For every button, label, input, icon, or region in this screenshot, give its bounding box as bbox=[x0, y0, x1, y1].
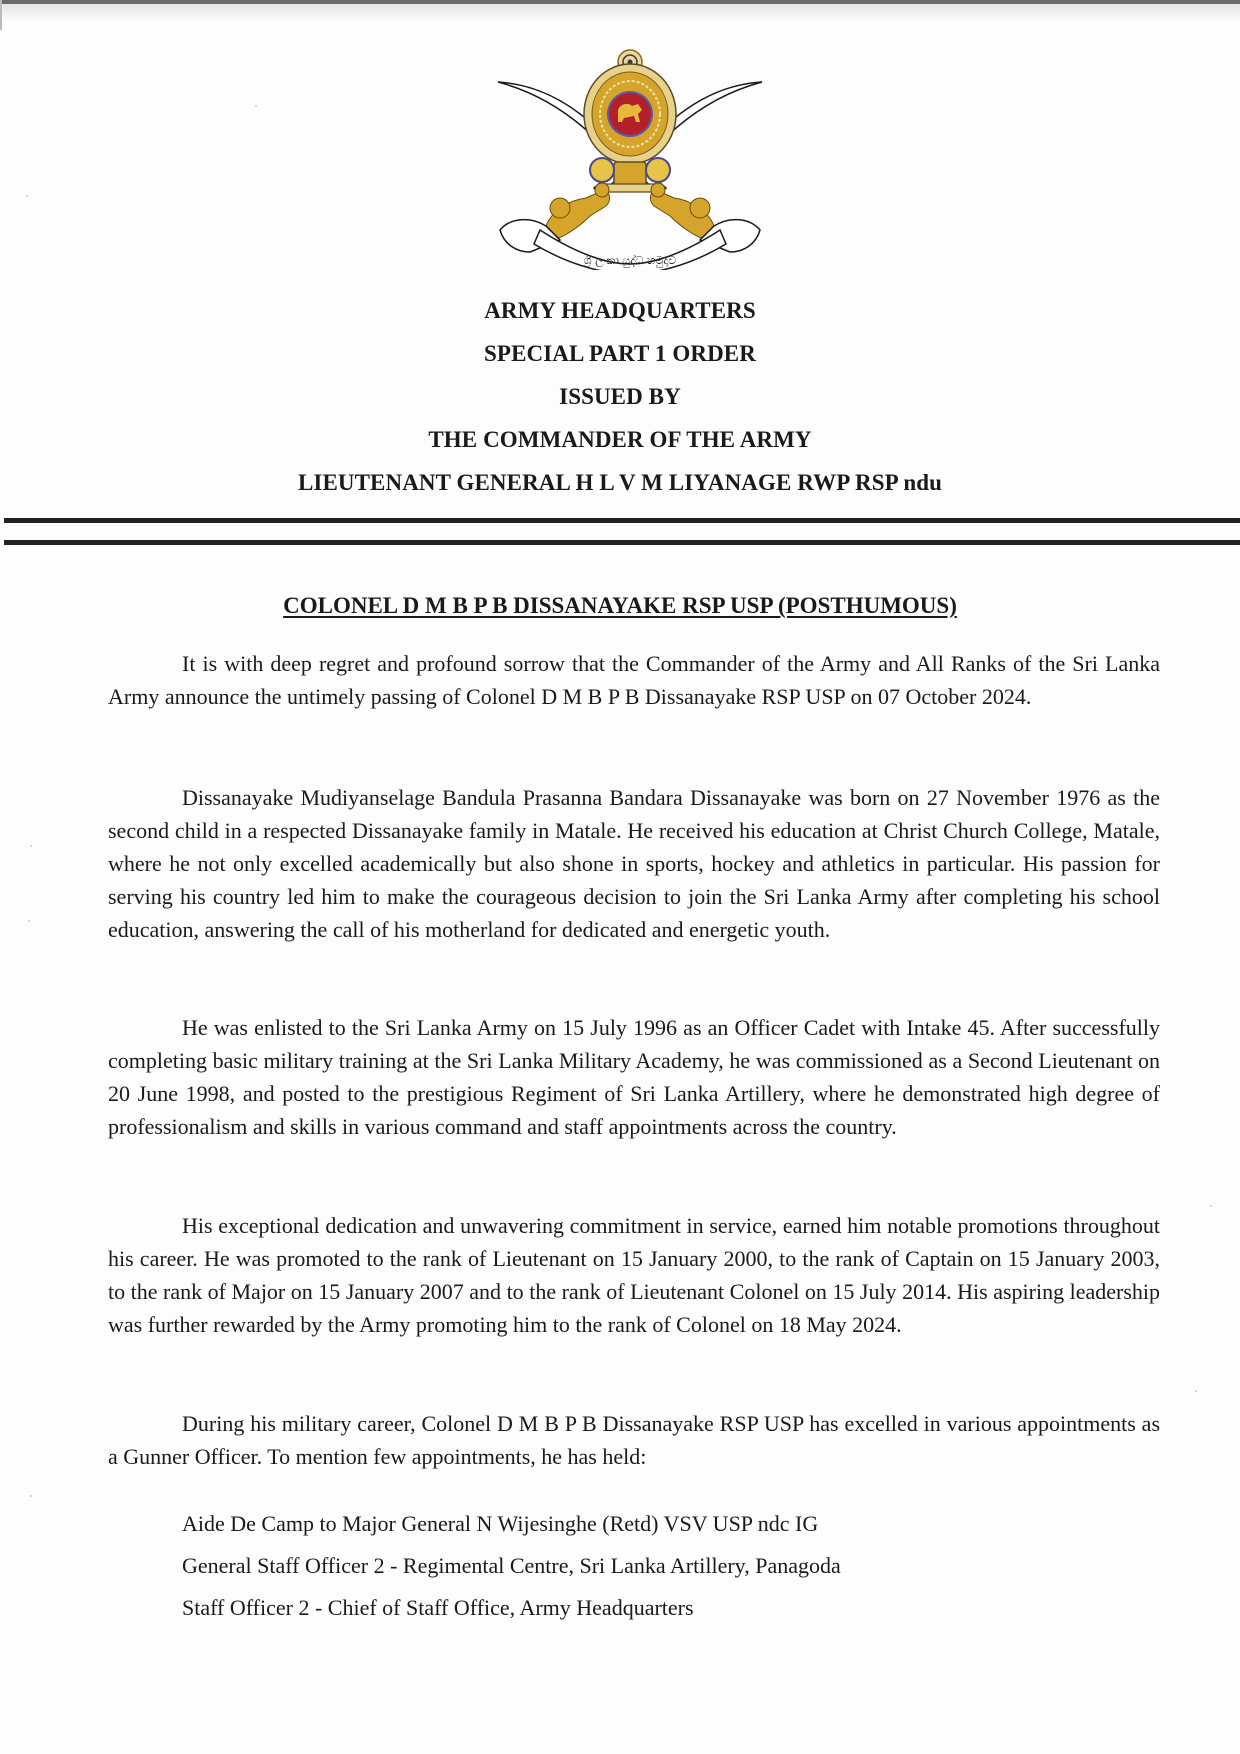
motto-text: ශ්‍රී ලංකා යුද්ධ හමුදාව bbox=[583, 254, 677, 267]
appointments-list bbox=[182, 1503, 841, 1629]
national-emblem bbox=[584, 50, 676, 192]
paragraph-enlistment: He was enlisted to the Sri Lanka Army on 15 July 1996 as an Officer Cadet with Intake 45. After successfully completing basic military training at the Sri Lanka Military Academy, he was commissioned as a Second Lieutenant on 20 June 1998, and posted to the prestigious Regiment of Sri Lanka Artillery, where he demonstrated high degree of professionalism and skills in various command and staff appointments across the country. bbox=[108, 1015, 1160, 1139]
scan-shadow bbox=[0, 4, 1240, 22]
paragraph-early-life: Dissanayake Mudiyanselage Bandula Prasanna Bandara Dissanayake was born on 27 November 1976 as the second child in a respected Dissanayake family in Matale. He received his education at Christ Church College, Matale, where he not only excelled academically but also shone in sports, hockey and athletics in particular. His passion for serving his country led him to make the courageous decision to join the Sri Lanka Army after completing his school education, answering the call of his motherland for dedicated and energetic youth. bbox=[108, 785, 1160, 942]
scan-edge-left bbox=[0, 0, 2, 30]
header-issuer-title: THE COMMANDER OF THE ARMY bbox=[428, 427, 812, 452]
header-army-headquarters: ARMY HEADQUARTERS bbox=[484, 298, 756, 323]
army-crest-icon bbox=[490, 30, 770, 270]
appointment-item: Staff Officer 2 - Chief of Staff Office, Army Headquarters bbox=[182, 1595, 694, 1620]
paragraph-announcement: It is with deep regret and profound sorrow that the Commander of the Army and All Ranks of the Sri Lanka Army announce the untimely passing of Colonel D M B P B Dissanayake RSP USP on 07 October 2024. bbox=[108, 651, 1160, 709]
divider-rule-top bbox=[4, 518, 1240, 523]
appointment-item: General Staff Officer 2 - Regimental Centre, Sri Lanka Artillery, Panagoda bbox=[182, 1553, 841, 1578]
divider-rule-bottom bbox=[4, 540, 1240, 545]
header-order-type: SPECIAL PART 1 ORDER bbox=[484, 341, 756, 366]
appointment-item: Aide De Camp to Major General N Wijesinghe (Retd) VSV USP ndc IG bbox=[182, 1511, 819, 1536]
header-issued-by: ISSUED BY bbox=[559, 384, 681, 409]
header-issuer-name: LIEUTENANT GENERAL H L V M LIYANAGE RWP RSP ndu bbox=[297, 470, 943, 495]
document-title: COLONEL D M B P B DISSANAYAKE RSP USP (POSTHUMOUS) bbox=[283, 593, 957, 618]
paragraph-career: During his military career, Colonel D M B P B Dissanayake RSP USP has excelled in various appointments as a Gunner Officer. To mention few appointments, he has held: bbox=[108, 1411, 1160, 1469]
paragraph-promotions: His exceptional dedication and unwavering commitment in service, earned him notable promotions throughout his career. He was promoted to the rank of Lieutenant on 15 January 2000, to the rank of Captain on 15 January 2003, to the rank of Major on 15 January 2007 and to the rank of Lieutenant Colonel on 15 July 2014. His aspiring leadership was further rewarded by the Army promoting him to the rank of Colonel on 18 May 2024. bbox=[108, 1213, 1160, 1337]
